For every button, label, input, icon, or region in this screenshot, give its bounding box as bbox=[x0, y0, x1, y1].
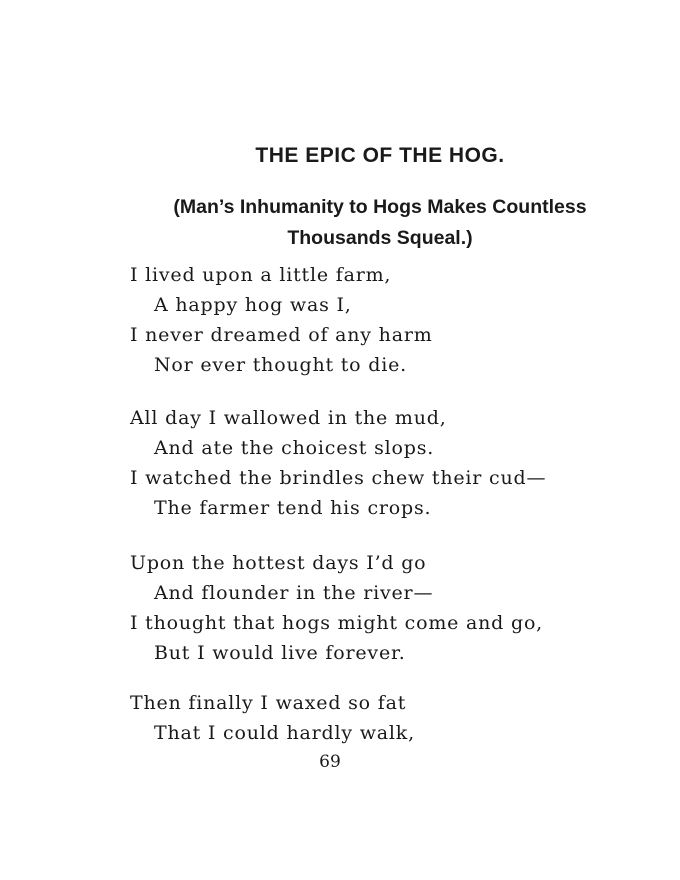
stanza-3 bbox=[130, 548, 630, 668]
subtitle-line: (Man’s Inhumanity to Hogs Makes Countless bbox=[173, 196, 587, 218]
verse-line: All day I wallowed in the mud, bbox=[130, 407, 447, 429]
poem-title: THE EPIC OF THE HOG. bbox=[255, 144, 505, 167]
stanza-1 bbox=[130, 260, 630, 380]
verse-line: I lived upon a little farm, bbox=[130, 264, 392, 286]
verse-line: And ate the choicest slops. bbox=[154, 437, 435, 459]
page-number: 69 bbox=[319, 752, 341, 772]
verse-line: Then finally I waxed so fat bbox=[130, 692, 407, 714]
stanza-4 bbox=[130, 688, 630, 748]
verse-line: Upon the hottest days I’d go bbox=[130, 552, 427, 574]
verse-line: The farmer tend his crops. bbox=[154, 497, 432, 519]
verse-line: A happy hog was I, bbox=[154, 294, 352, 316]
verse-line: But I would live forever. bbox=[154, 642, 406, 664]
verse-line: I thought that hogs might come and go, bbox=[130, 612, 544, 634]
verse-line: That I could hardly walk, bbox=[154, 722, 415, 744]
verse-line: I watched the brindles chew their cud— bbox=[130, 467, 547, 489]
verse-line: And flounder in the river— bbox=[154, 582, 434, 604]
stanza-2 bbox=[130, 403, 630, 523]
verse-line: Nor ever thought to die. bbox=[154, 354, 407, 376]
poem-subtitle bbox=[130, 192, 630, 254]
verse-line: I never dreamed of any harm bbox=[130, 324, 433, 346]
subtitle-line: Thousands Squeal.) bbox=[287, 227, 473, 249]
